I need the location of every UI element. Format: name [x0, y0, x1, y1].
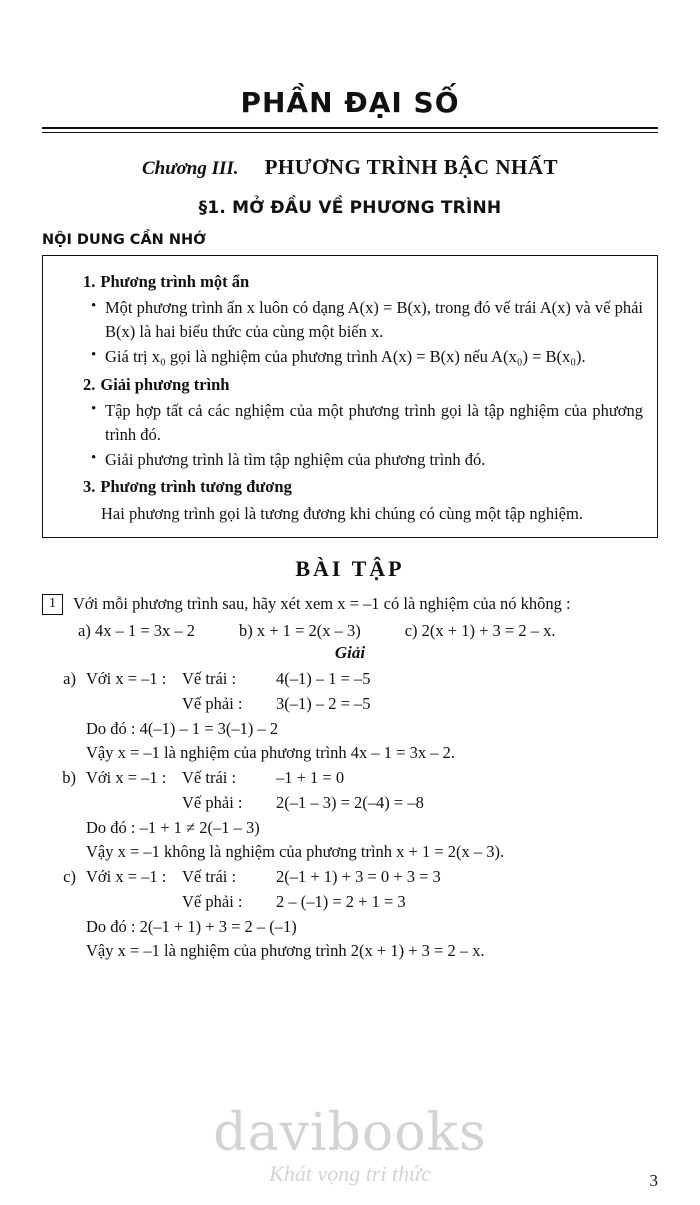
summary-group-number-2: 2.: [83, 374, 96, 394]
summary-group-title-1: Phương trình một ẩn: [100, 272, 250, 291]
solution-because: Do đó : –1 + 1 ≠ 2(–1 – 3): [86, 817, 260, 837]
solution-substitution: Với x = –1 :: [86, 768, 167, 788]
summary-bullet-text: Giá trị x₀ gọi là nghiệm của phương trình A(x) = B(x) nếu A(x₀) = B(x₀).: [105, 347, 586, 367]
solution-side-label: Vế trái :: [182, 669, 237, 689]
summary-group-title-2: Giải phương trình: [100, 374, 230, 394]
solution-a: [42, 667, 658, 766]
solution-conclusion: Vậy x = –1 không là nghiệm của phương trình x + 1 = 2(x – 3).: [86, 842, 505, 862]
solution-because: Do đó : 4(–1) – 1 = 3(–1) – 2: [86, 718, 279, 738]
summary-bullet: [91, 399, 643, 446]
exercises-title: BÀI TẬP: [295, 556, 405, 582]
bullet-icon: •: [91, 347, 97, 364]
solution-side-value: 3(–1) – 2 = –5: [276, 693, 371, 713]
problem-1: [42, 592, 658, 616]
summary-box: [42, 255, 658, 538]
summary-plain-text: Hai phương trình gọi là tương đương khi chúng có cùng một tập nghiệm.: [101, 503, 583, 523]
watermark: [0, 1103, 700, 1187]
notes-heading: NỘI DUNG CẦN NHỚ: [42, 232, 206, 248]
watermark-sub: Khát vọng tri thức: [269, 1161, 431, 1186]
problem-number: 1: [42, 594, 63, 615]
solution-letter: c): [63, 867, 76, 887]
solution-c: [42, 865, 658, 964]
bullet-icon: •: [91, 298, 97, 315]
solution-side-label: Vế trái :: [182, 768, 237, 788]
problem-parts: [78, 621, 658, 641]
section-title: §1. MỞ ĐẦU VỀ PHƯƠNG TRÌNH: [198, 198, 502, 218]
solution-side-value: 2(–1 + 1) + 3 = 0 + 3 = 3: [276, 867, 441, 887]
solution-conclusion: Vậy x = –1 là nghiệm của phương trình 2(x + 1) + 3 = 2 – x.: [86, 941, 485, 961]
summary-bullet: [91, 296, 643, 343]
solution-side-label: Vế phải :: [182, 792, 243, 812]
summary-group-heading-3: [83, 475, 643, 498]
problem-part-c: c) 2(x + 1) + 3 = 2 – x.: [404, 621, 556, 641]
solution-side-label: Vế trái :: [182, 867, 237, 887]
solution-side-label: Vế phải :: [182, 693, 243, 713]
solution-side-value: –1 + 1 = 0: [276, 768, 345, 788]
solution-side-label: Vế phải :: [182, 891, 243, 911]
chapter-heading: [42, 155, 658, 180]
problem-statement: Với mỗi phương trình sau, hãy xét xem x = –1 có là nghiệm của nó không :: [73, 594, 571, 614]
summary-bullet-text: Tập hợp tất cả các nghiệm của một phương trình gọi là tập nghiệm của phương trình đó.: [105, 401, 643, 444]
solution-letter: b): [62, 768, 76, 788]
solution-substitution: Với x = –1 :: [86, 867, 167, 887]
summary-group-heading-1: [83, 270, 643, 293]
problem-part-a: a) 4x – 1 = 3x – 2: [78, 621, 195, 641]
solution-side-value: 4(–1) – 1 = –5: [276, 669, 371, 689]
summary-group-title-3: Phương trình tương đương: [100, 477, 292, 497]
page-number: 3: [649, 1171, 658, 1190]
chapter-name: PHƯƠNG TRÌNH BẬC NHẤT: [264, 155, 558, 179]
solution-conclusion: Vậy x = –1 là nghiệm của phương trình 4x – 1 = 3x – 2.: [86, 743, 455, 763]
summary-bullet-text: Giải phương trình là tìm tập nghiệm của phương trình đó.: [105, 449, 486, 469]
chapter-label: Chương III.: [141, 158, 239, 179]
header-divider: [42, 127, 658, 133]
solution-because: Do đó : 2(–1 + 1) + 3 = 2 – (–1): [86, 916, 297, 936]
solution-letter: a): [63, 669, 76, 689]
summary-group-number-1: 1.: [83, 272, 96, 291]
summary-bullet: [91, 448, 643, 471]
watermark-main: davibooks: [213, 1103, 487, 1163]
solution-b: [42, 766, 658, 865]
solution-heading: Giải: [334, 643, 366, 663]
document-page: [0, 86, 700, 1205]
part-title: PHẦN ĐẠI SỐ: [240, 86, 460, 119]
bullet-icon: •: [91, 449, 97, 466]
solution-side-value: 2(–1 – 3) = 2(–4) = –8: [276, 792, 424, 812]
summary-group-heading-2: [83, 373, 643, 396]
bullet-icon: •: [91, 401, 97, 418]
problem-part-b: b) x + 1 = 2(x – 3): [239, 621, 361, 641]
solution-side-value: 2 – (–1) = 2 + 1 = 3: [276, 891, 406, 911]
summary-group-number-3: 3.: [83, 477, 96, 497]
summary-bullet-text: Một phương trình ẩn x luôn có dạng A(x) = B(x), trong đó vế trái A(x) và vế phải B(x) là hai biểu thức của cùng một biến x.: [105, 298, 643, 341]
solution-substitution: Với x = –1 :: [86, 669, 167, 689]
summary-bullet: [91, 345, 643, 368]
